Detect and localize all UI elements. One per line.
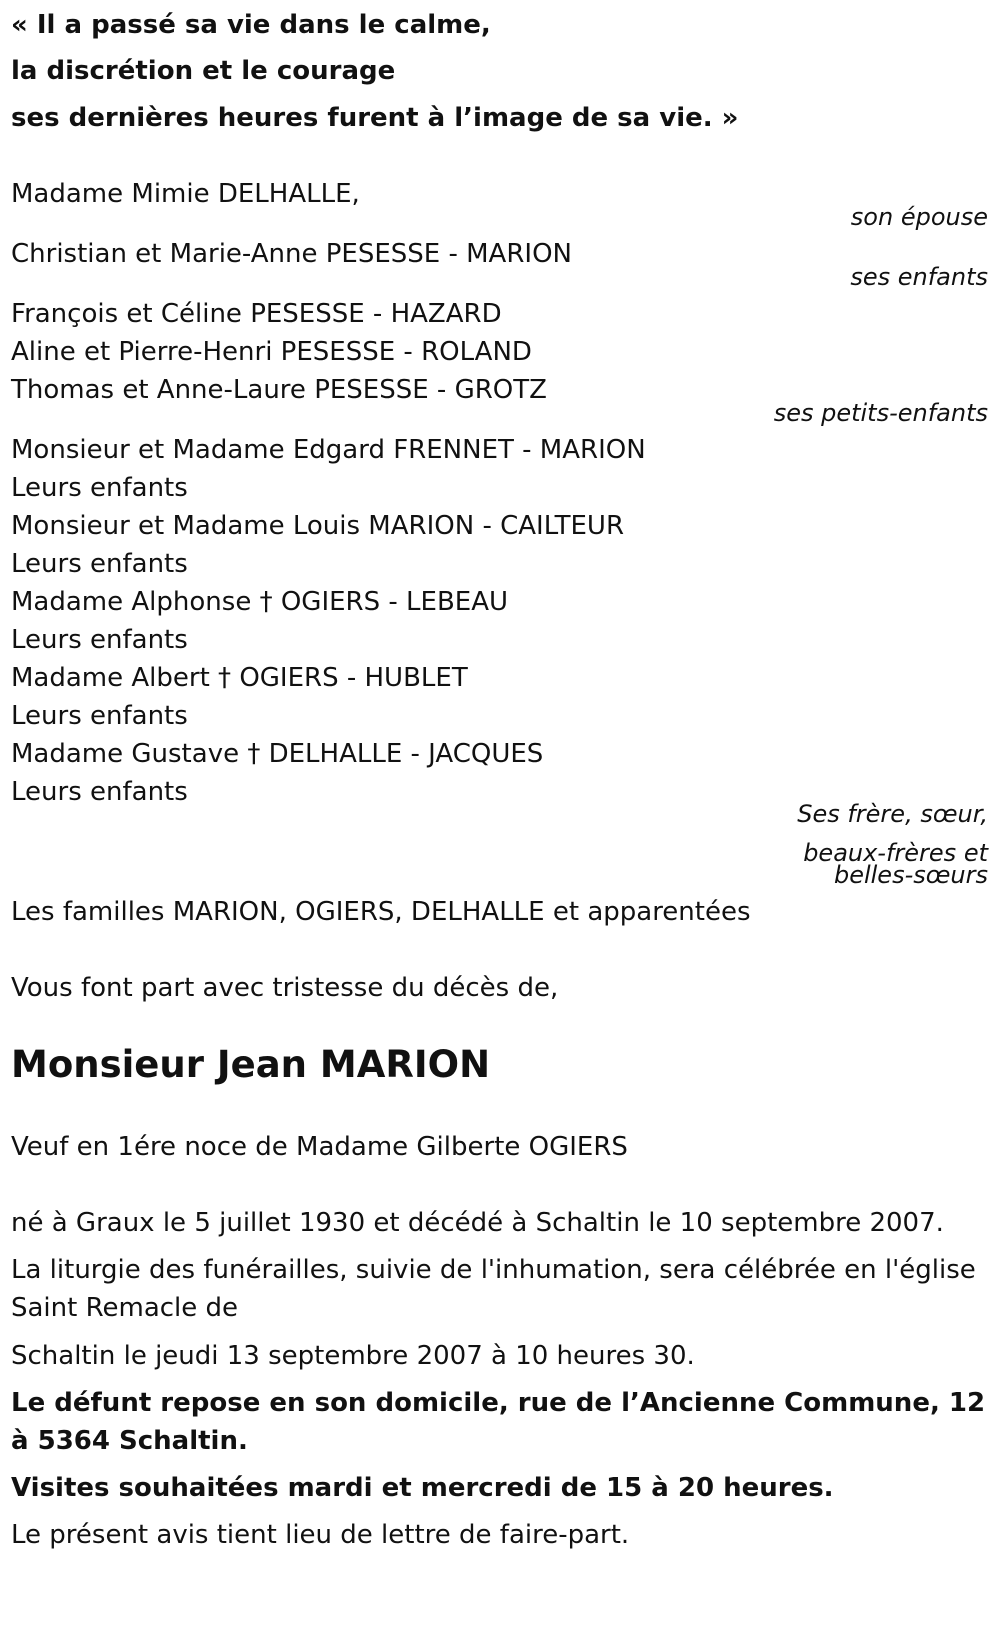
- spouse-name: Madame Mimie DELHALLE,: [11, 179, 360, 209]
- sibling-line-2: Leurs enfants: [11, 473, 188, 503]
- sibling-line-7: Madame Albert † OGIERS - HUBLET: [11, 663, 468, 693]
- families-line: Les familles MARION, OGIERS, DELHALLE et apparentées: [11, 897, 751, 927]
- visits: Visites souhaitées mardi et mercredi de 15 à 20 heures.: [11, 1473, 834, 1503]
- notice: Le présent avis tient lieu de lettre de faire-part.: [11, 1520, 630, 1550]
- deceased-name: Monsieur Jean MARION: [11, 1043, 491, 1086]
- spouse-role: son épouse: [850, 203, 988, 231]
- sibling-line-10: Leurs enfants: [11, 777, 188, 807]
- quote-line-3: ses dernières heures furent à l’image de sa vie. »: [11, 103, 739, 133]
- grandchildren-role: ses petits-enfants: [773, 399, 988, 427]
- grandchildren-line-1: François et Céline PESESSE - HAZARD: [11, 299, 502, 329]
- children-role: ses enfants: [850, 263, 988, 291]
- sibling-line-5: Madame Alphonse † OGIERS - LEBEAU: [11, 587, 509, 617]
- sibling-line-9: Madame Gustave † DELHALLE - JACQUES: [11, 739, 544, 769]
- rest-location: Le défunt repose en son domicile, rue de l’Ancienne Commune, 12 à 5364 Schaltin.: [11, 1388, 986, 1456]
- children-names: Christian et Marie-Anne PESESSE - MARION: [11, 239, 572, 269]
- liturgy: La liturgie des funérailles, suivie de l'inhumation, sera célébrée en l'église Saint Remacle de: [11, 1255, 976, 1323]
- siblings-role-line-2: beaux-frères et: [803, 839, 988, 867]
- liturgy-date: Schaltin le jeudi 13 septembre 2007 à 10 heures 30.: [11, 1341, 695, 1371]
- quote-line-2: la discrétion et le courage: [11, 56, 396, 86]
- announcement: Vous font part avec tristesse du décès de,: [11, 973, 559, 1003]
- quote-line-1: « Il a passé sa vie dans le calme,: [11, 10, 491, 40]
- sibling-line-4: Leurs enfants: [11, 549, 188, 579]
- siblings-role-line-1: Ses frère, sœur,: [797, 800, 988, 828]
- birth-death: né à Graux le 5 juillet 1930 et décédé à Schaltin le 10 septembre 2007.: [11, 1208, 944, 1238]
- grandchildren-line-3: Thomas et Anne-Laure PESESSE - GROTZ: [11, 375, 547, 405]
- siblings-role-line-3: belles-sœurs: [833, 861, 988, 889]
- sibling-line-6: Leurs enfants: [11, 625, 188, 655]
- sibling-line-3: Monsieur et Madame Louis MARION - CAILTEUR: [11, 511, 625, 541]
- grandchildren-line-2: Aline et Pierre-Henri PESESSE - ROLAND: [11, 337, 532, 367]
- sibling-line-1: Monsieur et Madame Edgard FRENNET - MARION: [11, 435, 646, 465]
- widower-note: Veuf en 1ére noce de Madame Gilberte OGIERS: [11, 1132, 628, 1162]
- sibling-line-8: Leurs enfants: [11, 701, 188, 731]
